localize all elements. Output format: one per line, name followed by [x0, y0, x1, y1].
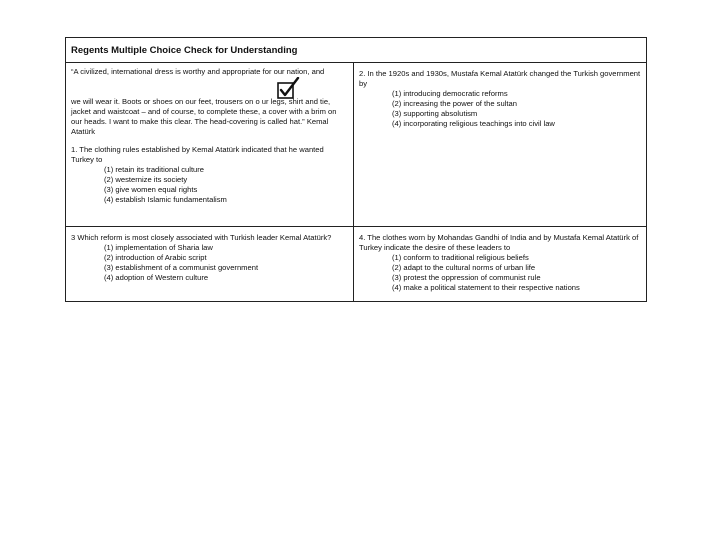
- cell-question-3: [66, 227, 354, 301]
- answer-option: (2) introduction of Arabic script: [104, 253, 207, 262]
- answer-option: (3) establishment of a communist government: [104, 263, 259, 272]
- question-2-text: 2. In the 1920s and 1930s, Mustafa Kemal Atatürk changed the Turkish government by: [359, 69, 641, 88]
- answer-option: (1) conform to traditional religious beliefs: [392, 253, 529, 262]
- answer-option: (4) make a political statement to their respective nations: [392, 283, 580, 292]
- worksheet-table: [65, 37, 647, 302]
- answer-option: (3) give women equal rights: [104, 185, 198, 194]
- answer-option: (4) incorporating religious teachings into civil law: [392, 119, 555, 128]
- quote-body: we will wear it. Boots or shoes on our feet, trousers on o ur legs, shirt and tie, jacket and waistcoat – and of course, to complete these, a cover with a brim on our heads. I want to make this clear. The head-covering is called hat.” Kemal Atatürk: [71, 97, 337, 136]
- question-2-options: [359, 89, 641, 129]
- answer-option: (2) increasing the power of the sultan: [392, 99, 517, 108]
- answer-option: (3) protest the oppression of communist rule: [392, 273, 541, 282]
- answer-option: (1) retain its traditional culture: [104, 165, 205, 174]
- answer-option: (2) adapt to the cultural norms of urban life: [392, 263, 536, 272]
- question-1-options: [71, 165, 348, 205]
- worksheet-title: Regents Multiple Choice Check for Understanding: [66, 38, 646, 63]
- quote-line-1: “A civilized, international dress is worthy and appropriate for our nation, and: [71, 67, 325, 76]
- answer-option: (1) introducing democratic reforms: [392, 89, 508, 98]
- answer-option: (4) establish Islamic fundamentalism: [104, 195, 227, 204]
- question-4-options: [359, 253, 641, 293]
- answer-option: (1) implementation of Sharia law: [104, 243, 213, 252]
- answer-option: (4) adoption of Western culture: [104, 273, 209, 282]
- answer-option: (3) supporting absolutism: [392, 109, 478, 118]
- question-3-text: 3 Which reform is most closely associated with Turkish leader Kemal Atatürk?: [71, 233, 332, 242]
- checkbox-checked-icon: [276, 77, 300, 101]
- question-1-text: 1. The clothing rules established by Kemal Atatürk indicated that he wanted Turkey to: [71, 145, 324, 164]
- question-4-text: 4. The clothes worn by Mohandas Gandhi of India and by Mustafa Kemal Atatürk of Turkey indicate the desire of these leaders to: [359, 233, 639, 252]
- answer-option: (2) westernize its society: [104, 175, 188, 184]
- cell-question-1: [66, 63, 354, 227]
- cell-question-4: [354, 227, 646, 301]
- question-3-options: [71, 243, 348, 283]
- cell-question-2: [354, 63, 646, 227]
